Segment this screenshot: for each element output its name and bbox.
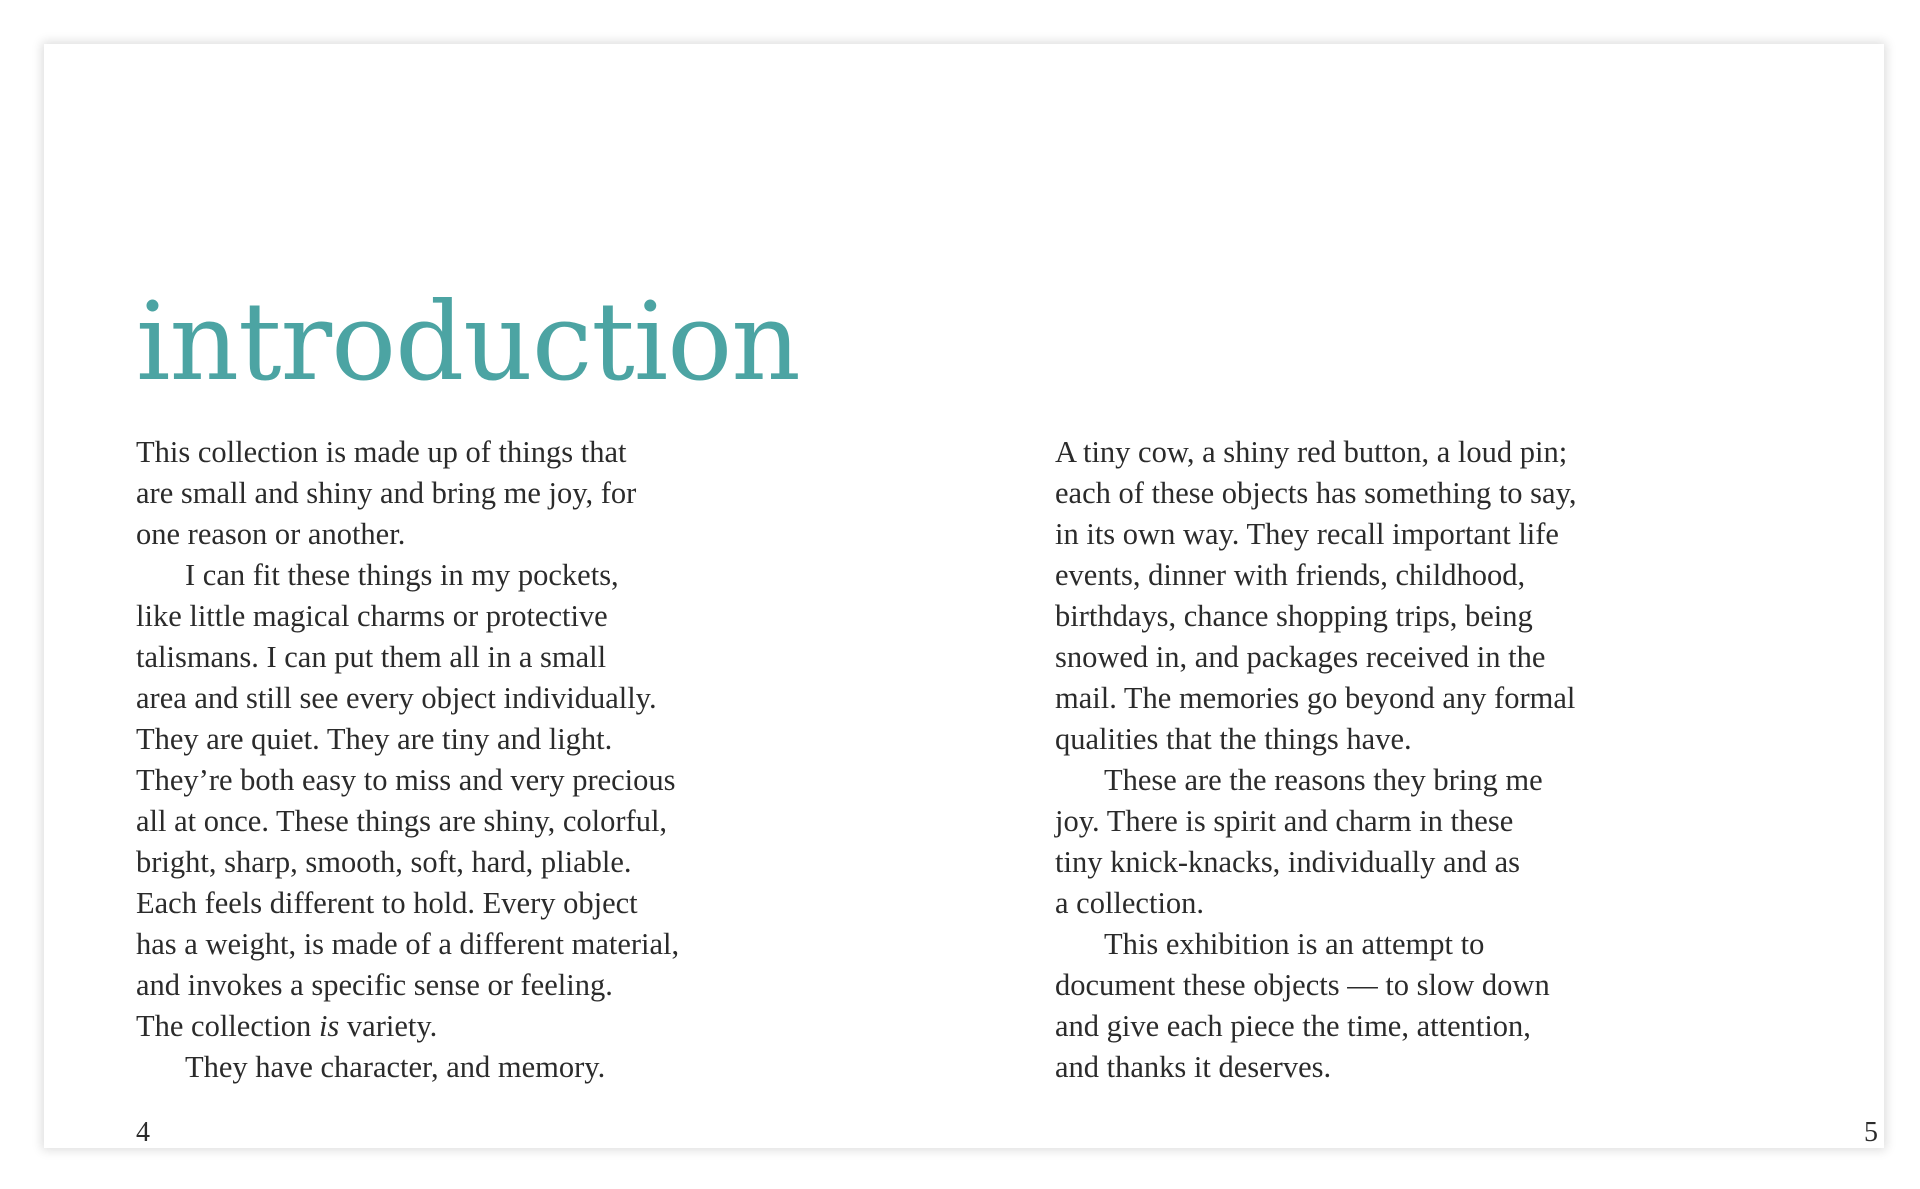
paragraph-5 [1055, 760, 1655, 924]
text-line: and invokes a specific sense or feeling. [136, 968, 613, 1002]
text-line: has a weight, is made of a different material, [136, 927, 680, 961]
text-line: This exhibition is an attempt to [1104, 927, 1485, 961]
text-line: like little magical charms or protective [136, 599, 608, 633]
text-line: all at once. These things are shiny, colorful, [136, 804, 668, 838]
text-line: events, dinner with friends, childhood, [1055, 558, 1526, 592]
text-line: I can fit these things in my pockets, [185, 558, 619, 592]
text-line: They are quiet. They are tiny and light. [136, 722, 613, 756]
paragraph-1 [136, 432, 736, 555]
text-line: joy. There is spirit and charm in these [1055, 804, 1514, 838]
text-line: bright, sharp, smooth, soft, hard, pliable. [136, 845, 632, 879]
text-line: The collection [136, 1009, 319, 1043]
book-spread [44, 44, 1884, 1148]
text-line: in its own way. They recall important life [1055, 517, 1559, 551]
paragraph-4 [1055, 432, 1655, 760]
text-line: They have character, and memory. [185, 1050, 606, 1084]
text-line: talismans. I can put them all in a small [136, 640, 607, 674]
text-line: area and still see every object individually. [136, 681, 657, 715]
text-line: This collection is made up of things that [136, 435, 627, 469]
text-line: variety. [339, 1009, 438, 1043]
text-line: and give each piece the time, attention, [1055, 1009, 1531, 1043]
left-page-text [136, 432, 736, 1088]
text-line: Each feels different to hold. Every object [136, 886, 638, 920]
text-line: snowed in, and packages received in the [1055, 640, 1546, 674]
paragraph-2 [136, 555, 736, 1047]
text-line: each of these objects has something to say, [1055, 476, 1577, 510]
paragraph-6 [1055, 924, 1655, 1088]
text-line: tiny knick-knacks, individually and as [1055, 845, 1521, 879]
text-line: birthdays, chance shopping trips, being [1055, 599, 1533, 633]
emphasis-text: is [318, 1009, 340, 1043]
text-line: a collection. [1055, 886, 1205, 920]
paragraph-3 [136, 1047, 736, 1088]
text-line: and thanks it deserves. [1055, 1050, 1332, 1084]
text-line: document these objects — to slow down [1055, 968, 1550, 1002]
text-line: These are the reasons they bring me [1104, 763, 1543, 797]
page-number-left: 4 [136, 1117, 150, 1148]
text-line: are small and shiny and bring me joy, for [136, 476, 637, 510]
text-line: mail. The memories go beyond any formal [1055, 681, 1576, 715]
text-line: A tiny cow, a shiny red button, a loud pin; [1055, 435, 1568, 469]
text-line: one reason or another. [136, 517, 406, 551]
page-title: introduction [136, 280, 800, 405]
page-number-right: 5 [1864, 1117, 1878, 1148]
text-line: They’re both easy to miss and very precious [136, 763, 676, 797]
right-page-text [1055, 432, 1655, 1088]
text-line: qualities that the things have. [1055, 722, 1412, 756]
